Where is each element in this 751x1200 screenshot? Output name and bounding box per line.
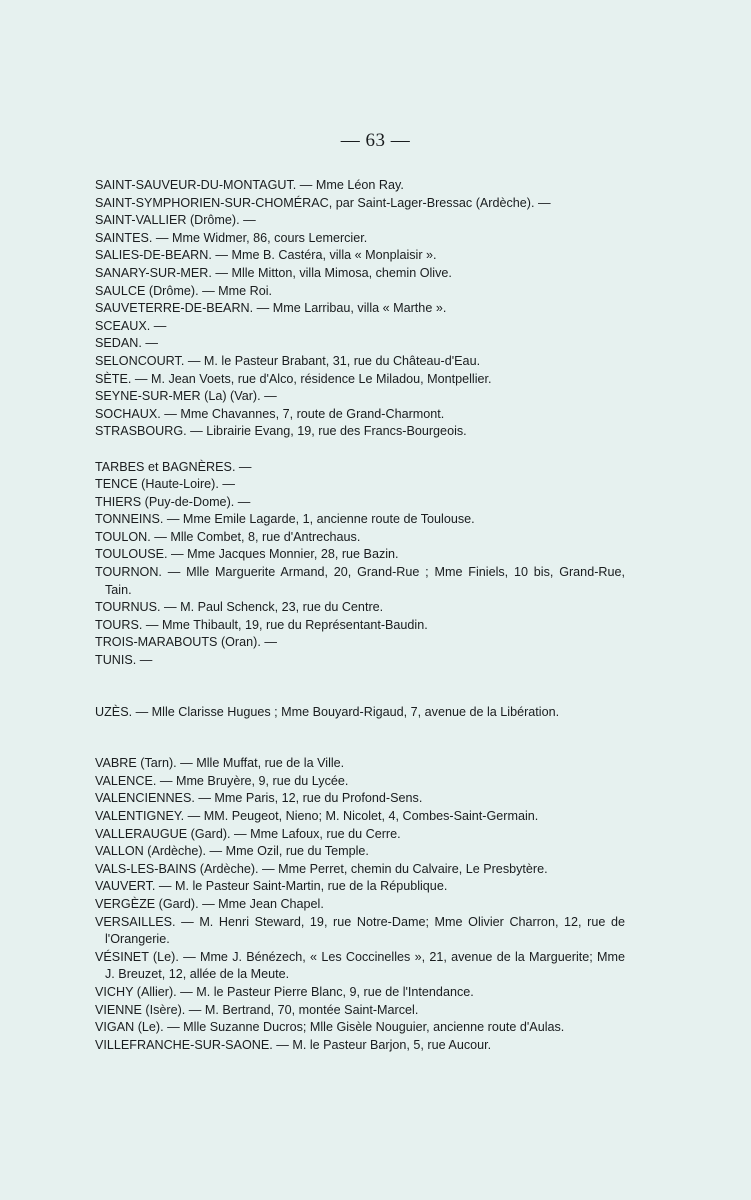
directory-entry: SEYNE-SUR-MER (La) (Var). — bbox=[95, 389, 277, 404]
directory-entry: TOURNON. — Mlle Marguerite Armand, 20, Grand-Rue ; Mme Finiels, 10 bis, Grand-Rue, Tain. bbox=[95, 565, 625, 597]
directory-entry: STRASBOURG. — Librairie Evang, 19, rue des Francs-Bourgeois. bbox=[95, 424, 467, 439]
directory-entry: SEDAN. — bbox=[95, 336, 158, 351]
directory-entry: SCEAUX. — bbox=[95, 318, 167, 333]
directory-entry: SAUVETERRE-DE-BEARN. — Mme Larribau, villa « Marthe ». bbox=[95, 301, 447, 316]
directory-list bbox=[95, 177, 625, 1054]
directory-entry: VAUVERT. — M. le Pasteur Saint-Martin, rue de la République. bbox=[95, 879, 448, 894]
directory-entry: THIERS (Puy-de-Dome). — bbox=[95, 494, 251, 509]
directory-entry: VIENNE (Isère). — M. Bertrand, 70, montée Saint-Marcel. bbox=[95, 1002, 419, 1017]
directory-entry: VÉSINET (Le). — Mme J. Bénézech, « Les Coccinelles », 21, avenue de la Marguerite; Mme J. Breuzet, 12, allée de la Meute. bbox=[95, 949, 625, 982]
directory-entry: VIGAN (Le). — Mlle Suzanne Ducros; Mlle Gisèle Nouguier, ancienne route d'Aulas. bbox=[95, 1020, 565, 1035]
directory-entry: SAULCE (Drôme). — Mme Roi. bbox=[95, 283, 273, 298]
directory-entry: TOULOUSE. — Mme Jacques Monnier, 28, rue Bazin. bbox=[95, 547, 399, 562]
directory-entry: VICHY (Allier). — M. le Pasteur Pierre Blanc, 9, rue de l'Intendance. bbox=[95, 984, 474, 999]
directory-entry: VERGÈZE (Gard). — Mme Jean Chapel. bbox=[95, 896, 324, 911]
directory-entry: TONNEINS. — Mme Emile Lagarde, 1, ancienne route de Toulouse. bbox=[95, 512, 475, 527]
directory-entry: TOURNUS. — M. Paul Schenck, 23, rue du Centre. bbox=[95, 600, 384, 615]
directory-entry: UZÈS. — Mlle Clarisse Hugues ; Mme Bouyard-Rigaud, 7, avenue de la Libération. bbox=[95, 704, 560, 719]
directory-entry: VALLERAUGUE (Gard). — Mme Lafoux, rue du Cerre. bbox=[95, 826, 401, 841]
directory-entry: VALLON (Ardèche). — Mme Ozil, rue du Temple. bbox=[95, 844, 369, 859]
directory-entry: TOULON. — Mlle Combet, 8, rue d'Antrechaus. bbox=[95, 529, 361, 544]
directory-entry: TROIS-MARABOUTS (Oran). — bbox=[95, 635, 277, 650]
directory-entry: TARBES et BAGNÈRES. — bbox=[95, 459, 252, 474]
directory-entry: VABRE (Tarn). — Mlle Muffat, rue de la Ville. bbox=[95, 756, 345, 771]
directory-entry: SAINT-VALLIER (Drôme). — bbox=[95, 213, 256, 228]
directory-entry: TENCE (Haute-Loire). — bbox=[95, 477, 235, 492]
directory-entry: VERSAILLES. — M. Henri Steward, 19, rue Notre-Dame; Mme Olivier Charron, 12, rue de l'Orangerie. bbox=[95, 914, 625, 947]
directory-entry: SELONCOURT. — M. le Pasteur Brabant, 31, rue du Château-d'Eau. bbox=[95, 353, 481, 368]
directory-entry: SAINT-SYMPHORIEN-SUR-CHOMÉRAC, par Saint-Lager-Bressac (Ardèche). — bbox=[95, 195, 551, 210]
directory-entry: VALENCIENNES. — Mme Paris, 12, rue du Profond-Sens. bbox=[95, 791, 423, 806]
directory-entry: VALS-LES-BAINS (Ardèche). — Mme Perret, chemin du Calvaire, Le Presbytère. bbox=[95, 861, 548, 876]
directory-entry: SÈTE. — M. Jean Voets, rue d'Alco, résidence Le Miladou, Montpellier. bbox=[95, 371, 492, 386]
directory-entry: SANARY-SUR-MER. — Mlle Mitton, villa Mimosa, chemin Olive. bbox=[95, 265, 452, 280]
directory-entry: SAINTES. — Mme Widmer, 86, cours Lemercier. bbox=[95, 230, 368, 245]
directory-entry: VALENTIGNEY. — MM. Peugeot, Nieno; M. Nicolet, 4, Combes-Saint-Germain. bbox=[95, 809, 539, 823]
directory-entry: TUNIS. — bbox=[95, 653, 153, 668]
directory-entry: SALIES-DE-BEARN. — Mme B. Castéra, villa « Monplaisir ». bbox=[95, 248, 437, 263]
directory-entry: TOURS. — Mme Thibault, 19, rue du Représentant-Baudin. bbox=[95, 617, 428, 632]
directory-entry: SAINT-SAUVEUR-DU-MONTAGUT. — Mme Léon Ray. bbox=[95, 178, 404, 192]
page-number: — 63 — bbox=[340, 130, 411, 151]
directory-entry: VALENCE. — Mme Bruyère, 9, rue du Lycée. bbox=[95, 773, 349, 788]
directory-entry: VILLEFRANCHE-SUR-SAONE. — M. le Pasteur Barjon, 5, rue Aucour. bbox=[95, 1037, 492, 1052]
directory-entry: SOCHAUX. — Mme Chavannes, 7, route de Grand-Charmont. bbox=[95, 406, 445, 421]
